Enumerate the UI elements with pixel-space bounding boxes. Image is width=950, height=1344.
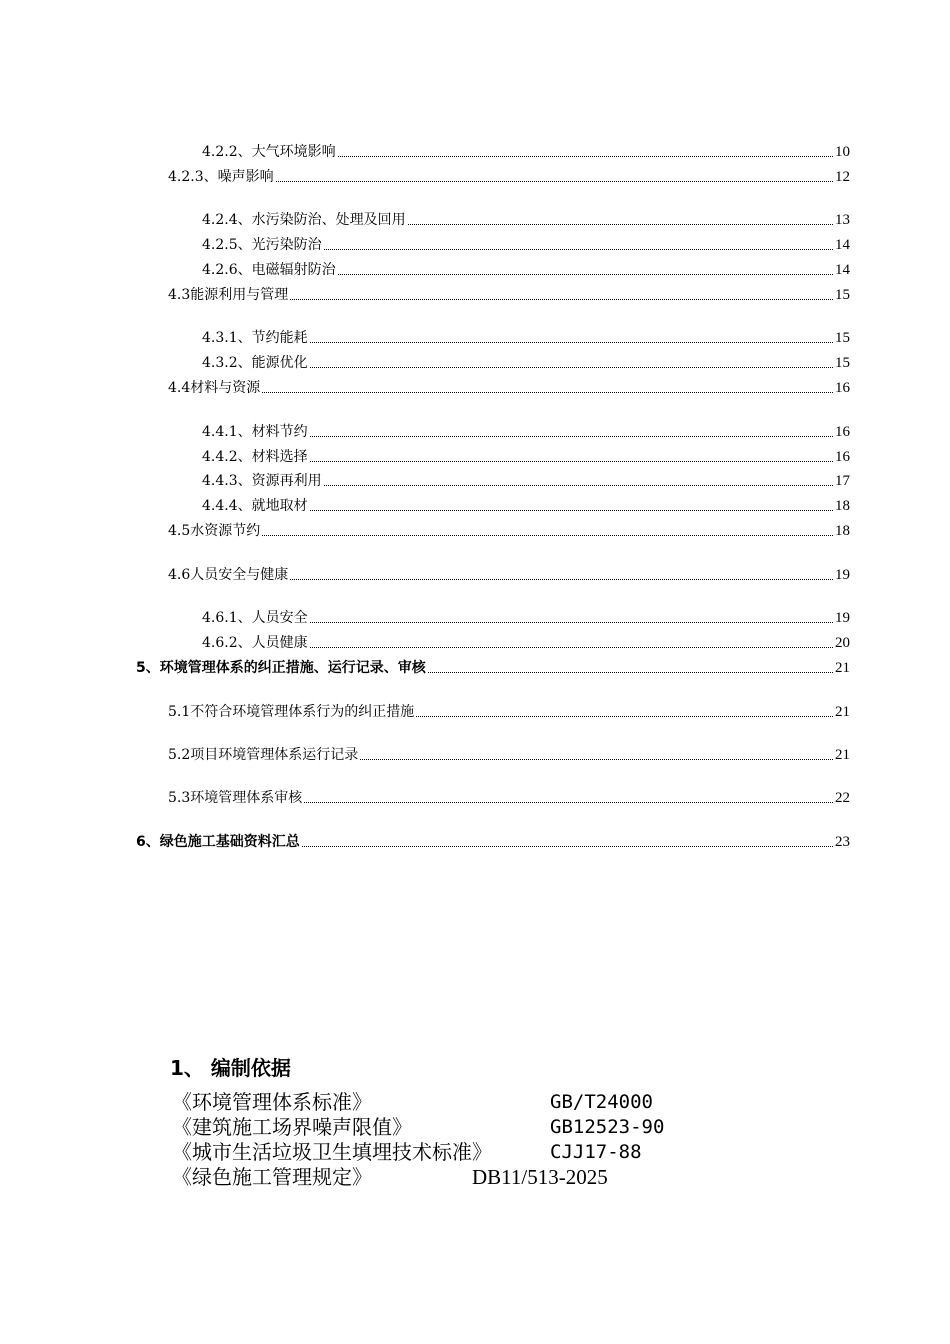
toc-entry[interactable] [202,422,850,442]
standard-code: DB11/513-2025 [472,1165,608,1189]
toc-leader-dots [324,248,833,250]
toc-entry-label: 4.3.1、节约能耗 [202,330,308,346]
toc-entry[interactable] [168,378,850,398]
standard-code: GB12523-90 [550,1116,665,1138]
toc-leader-dots [324,484,833,486]
toc-leader-dots [310,341,833,343]
toc-leader-dots [408,223,833,225]
toc-entry[interactable] [168,788,850,808]
toc-entry-page: 21 [835,704,850,720]
toc-entry-page: 15 [835,330,850,346]
toc-entry-page: 17 [835,473,850,489]
toc-leader-dots [416,715,833,717]
standard-title: 《建筑施工场界噪声限值》 [172,1115,412,1139]
toc-entry-page: 16 [835,380,850,396]
toc-entry[interactable] [168,167,850,187]
toc-entry-label: 4.6.2、人员健康 [202,635,308,651]
toc-entry-label: 4.6人员安全与健康 [168,567,289,583]
toc-leader-dots [290,298,833,300]
toc-entry-label: 5.3环境管理体系审核 [168,790,303,806]
toc-entry-label: 5.1不符合环境管理体系行为的纠正措施 [168,704,415,720]
toc-entry-page: 21 [835,660,850,676]
toc-entry[interactable] [202,471,850,491]
toc-entry-label: 4.3能源利用与管理 [168,287,289,303]
toc-leader-dots [360,758,833,760]
toc-entry-page: 13 [835,212,850,228]
toc-leader-dots [338,273,833,275]
toc-entry-page: 19 [835,567,850,583]
toc-entry[interactable] [202,235,850,255]
toc-entry-page: 15 [835,355,850,371]
toc-entry-page: 23 [835,834,850,850]
standard-title: 《环境管理体系标准》 [172,1090,372,1114]
toc-leader-dots [310,621,833,623]
standard-title: 《城市生活垃圾卫生填埋技术标准》 [172,1140,492,1164]
toc-entry[interactable] [202,142,850,162]
toc-leader-dots [290,578,833,580]
toc-entry-page: 16 [835,449,850,465]
toc-entry-page: 18 [835,523,850,539]
toc-entry-label: 4.2.3、噪声影响 [168,169,274,185]
toc-entry-label: 4.6.1、人员安全 [202,610,308,626]
toc-entry[interactable] [168,702,850,722]
toc-leader-dots [428,671,833,673]
standard-title: 《绿色施工管理规定》 [172,1165,372,1189]
toc-entry-label: 4.2.4、水污染防治、处理及回用 [202,212,406,228]
toc-leader-dots [304,801,833,803]
toc-entry-page: 16 [835,424,850,440]
toc-entry-page: 14 [835,262,850,278]
toc-entry-label: 4.2.2、大气环境影响 [202,144,336,160]
toc-entry-label: 4.4.1、材料节约 [202,424,308,440]
standard-code: GB/T24000 [550,1091,653,1113]
toc-entry-page: 20 [835,635,850,651]
toc-entry[interactable] [202,608,850,628]
toc-entry-label: 4.5水资源节约 [168,523,261,539]
toc-entry-label: 4.4材料与资源 [168,380,261,396]
toc-leader-dots [302,845,833,847]
toc-entry-label: 4.2.5、光污染防治 [202,237,322,253]
toc-entry[interactable] [168,521,850,541]
toc-leader-dots [310,366,833,368]
toc-entry-page: 10 [835,144,850,160]
toc-entry-label: 4.3.2、能源优化 [202,355,308,371]
section-heading: 1、 编制依据 [170,1056,291,1080]
toc-entry-chapter[interactable] [136,832,850,852]
toc-entry-label: 4.4.2、材料选择 [202,449,308,465]
toc-entry[interactable] [202,447,850,467]
toc-entry[interactable] [202,210,850,230]
toc-leader-dots [338,155,833,157]
toc-leader-dots [310,646,833,648]
toc-entry[interactable] [202,496,850,516]
toc-entry-page: 15 [835,287,850,303]
toc-leader-dots [276,180,833,182]
toc-entry[interactable] [202,353,850,373]
toc-leader-dots [262,391,833,393]
toc-entry[interactable] [168,285,850,305]
toc-entry-page: 22 [835,790,850,806]
toc-entry[interactable] [202,633,850,653]
toc-entry-page: 21 [835,747,850,763]
toc-entry[interactable] [168,745,850,765]
toc-entry-label: 5.2项目环境管理体系运行记录 [168,747,359,763]
toc-leader-dots [310,460,833,462]
toc-leader-dots [310,435,833,437]
toc-entry-page: 12 [835,169,850,185]
toc-leader-dots [262,534,833,536]
toc-entry-page: 14 [835,237,850,253]
toc-entry[interactable] [202,260,850,280]
toc-entry[interactable] [168,565,850,585]
toc-entry-label: 6、绿色施工基础资料汇总 [136,834,300,850]
toc-entry-label: 5、环境管理体系的纠正措施、运行记录、审核 [136,660,426,676]
standard-code: CJJ17-88 [550,1141,642,1163]
toc-leader-dots [310,509,833,511]
toc-entry-label: 4.4.3、资源再利用 [202,473,322,489]
toc-entry-page: 19 [835,610,850,626]
toc-entry-page: 18 [835,498,850,514]
toc-entry[interactable] [202,328,850,348]
toc-entry-chapter[interactable] [136,658,850,678]
toc-entry-label: 4.4.4、就地取材 [202,498,308,514]
toc-entry-label: 4.2.6、电磁辐射防治 [202,262,336,278]
